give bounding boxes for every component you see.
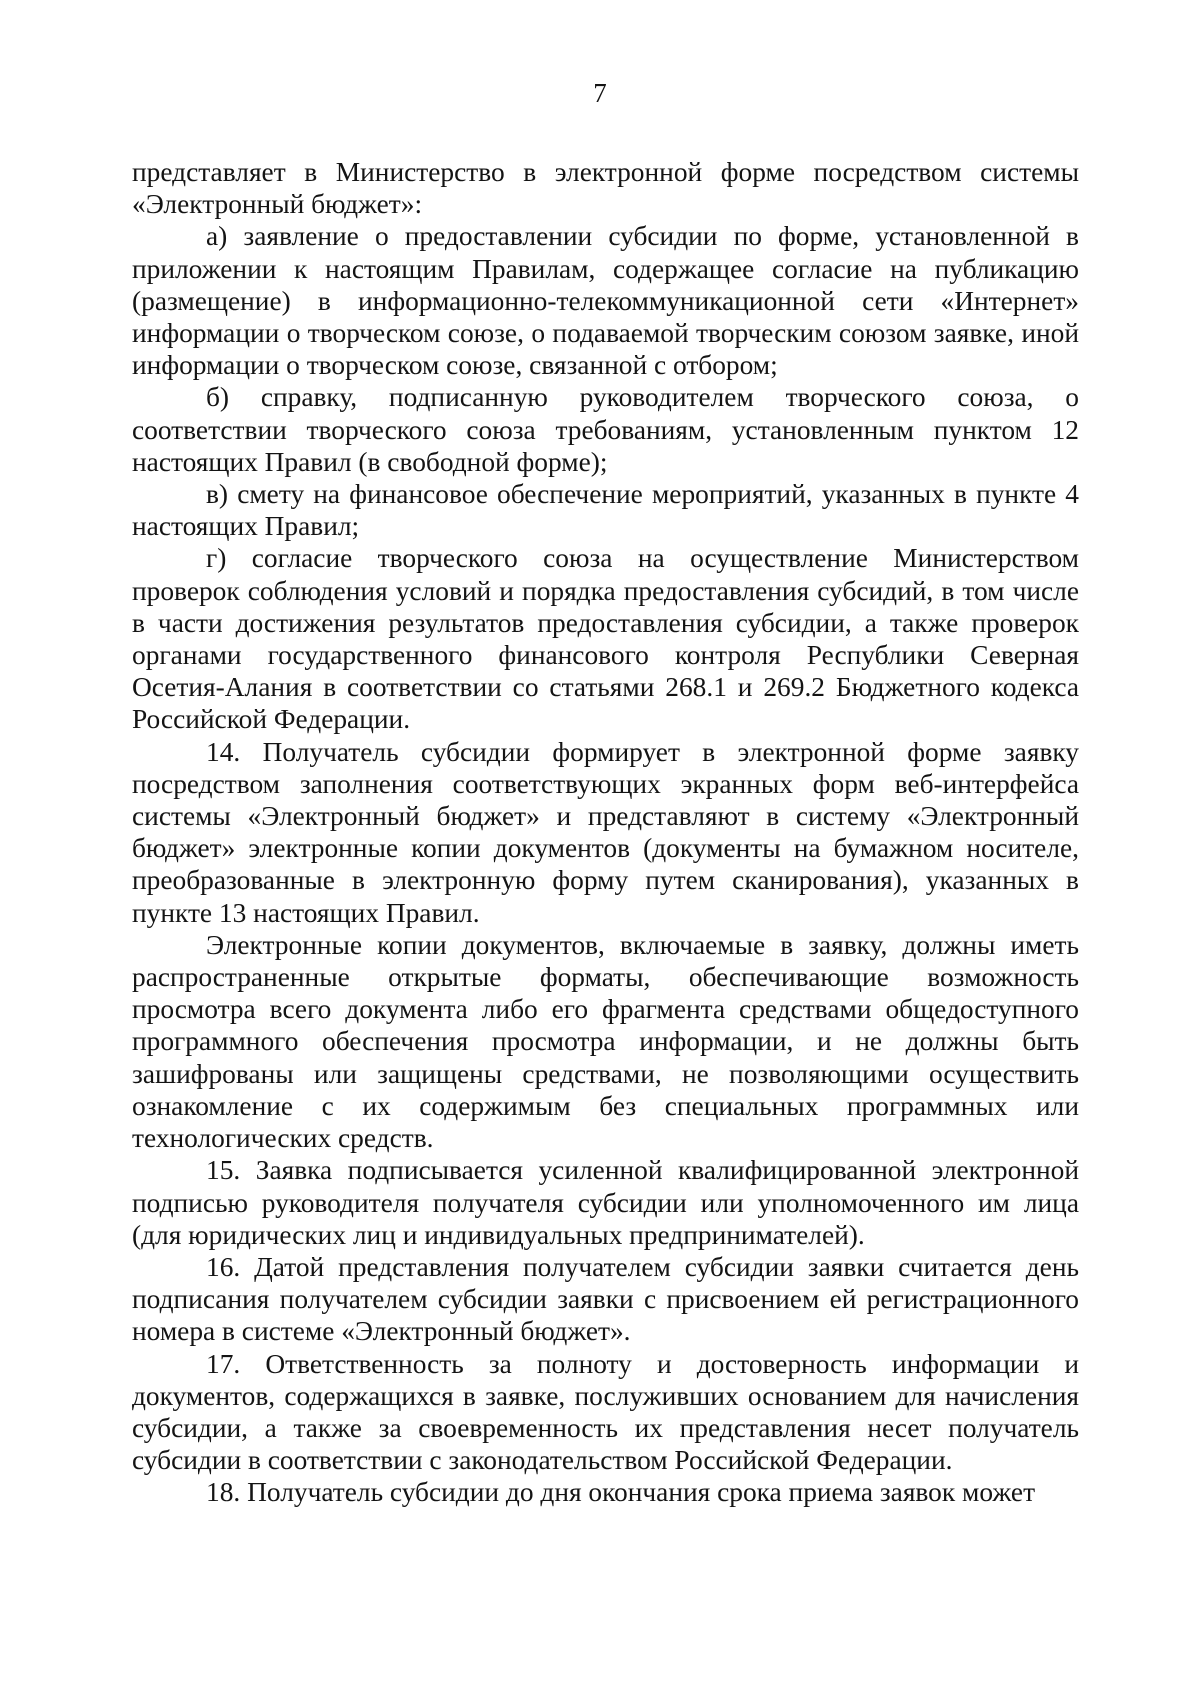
paragraph-item-a: а) заявление о предоставлении субсидии по форме, установленной в приложении к настоящим Правилам, содержащее согласие на публикацию (размещение) в информационно-телекоммуникационной сети «Интернет» информации о творческом союзе, о подаваемой творческим союзом заявке, иной информации о творческом союзе, связанной с отбором; — [132, 221, 1079, 381]
paragraph-15: 15. Заявка подписывается усиленной квалифицированной электронной подписью руководителя получателя субсидии или уполномоченного им лица (для юридических лиц и индивидуальных предпринимателей). — [132, 1155, 1079, 1250]
paragraph-17: 17. Ответственность за полноту и достоверность информации и документов, содержащихся в заявке, послуживших основанием для начисления субсидии, а также за своевременность их представления несет получатель субсидии в соответствии с законодательством Российской Федерации. — [132, 1348, 1079, 1476]
paragraph-item-b: б) справку, подписанную руководителем творческого союза, о соответствии творческого союза требованиям, установленным пунктом 12 настоящих Правил (в свободной форме); — [132, 382, 1079, 477]
paragraph-item-v: в) смету на финансовое обеспечение мероприятий, указанных в пункте 4 настоящих Правил; — [132, 479, 1079, 542]
paragraph-intro: представляет в Министерство в электронной форме посредством системы «Электронный бюджет»: — [132, 157, 1079, 220]
document-body — [132, 156, 1079, 1509]
paragraph-item-g: г) согласие творческого союза на осуществление Министерством проверок соблюдения условий и порядка предоставления субсидий, в том числе в части достижения результатов предоставления субсидии, а также проверок органами государственного финансового контроля Республики Северная Осетия-Алания в соответствии со статьями 268.1 и 269.2 Бюджетного кодекса Российской Федерации. — [132, 543, 1079, 735]
paragraph-16: 16. Датой представления получателем субсидии заявки считается день подписания получателем субсидии заявки с присвоением ей регистрационного номера в системе «Электронный бюджет». — [132, 1251, 1079, 1347]
paragraph-14: 14. Получатель субсидии формирует в электронной форме заявку посредством заполнения соответствующих экранных форм веб-интерфейса системы «Электронный бюджет» и представляют в систему «Электронный бюджет» электронные копии документов (документы на бумажном носителе, преобразованные в электронную форму путем сканирования), указанных в пункте 13 настоящих Правил. — [132, 736, 1079, 928]
paragraph-electronic-copies: Электронные копии документов, включаемые в заявку, должны иметь распространенные открытые форматы, обеспечивающие возможность просмотра всего документа либо его фрагмента средствами общедоступного программного обеспечения просмотра информации, и не должны быть зашифрованы или защищены средствами, не позволяющими осуществить ознакомление с их содержимым без специальных программных или технологических средств. — [132, 929, 1079, 1154]
page-number: 7 — [593, 78, 607, 108]
paragraph-18: 18. Получатель субсидии до дня окончания срока приема заявок может — [206, 1477, 1036, 1508]
